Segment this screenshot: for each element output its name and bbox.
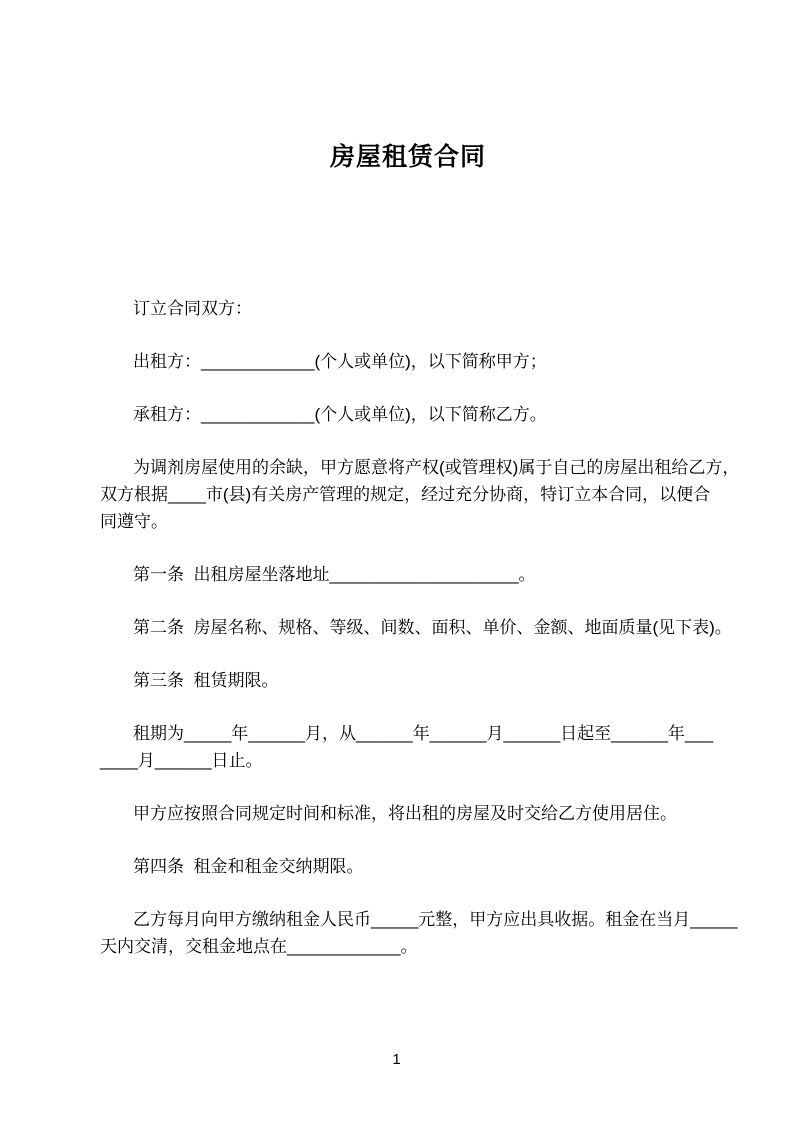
paragraph-article-1 [100,561,716,588]
text-line: 天内交清，交租金地点在____________。 [100,937,418,956]
text-line: 第四条 租金和租金交纳期限。 [133,857,364,876]
text-line: 第三条 租赁期限。 [133,671,279,690]
text-line: 租期为_____年______月，从______年______月______日起至______年___ [133,724,714,743]
page-number: 1 [392,1051,401,1068]
document-title: 房屋租赁合同 [329,143,486,171]
paragraph-lessee-line [100,401,716,428]
text-line: 承租方：____________(个人或单位)，以下简称乙方。 [133,405,547,424]
text-line: 乙方每月向甲方缴纳租金人民币_____元整，甲方应出具收据。租金在当月_____ [133,910,738,929]
text-line: 出租方：____________(个人或单位)，以下简称甲方； [133,352,547,371]
paragraph-article-4 [100,853,716,880]
text-line: 双方根据____市(县)有关房产管理的规定，经过充分协商，特订立本合同，以便合 [100,485,711,504]
text-line: 同遵守。 [100,512,168,531]
paragraph-intro-line [100,295,716,322]
paragraph-lessor-line [100,348,716,375]
paragraph-article-2 [100,614,732,641]
document-body [100,295,740,960]
text-line: ____月______日止。 [100,751,263,770]
paragraph-handover-clause [100,800,716,827]
text-line: 第一条 出租房屋坐落地址____________________。 [133,565,536,584]
paragraph-rent-payment [100,906,738,960]
text-line: 为调剂房屋使用的余缺，甲方愿意将产权(或管理权)属于自己的房屋出租给乙方， [133,458,740,477]
paragraph-lease-term [100,720,716,774]
paragraph-preamble [100,454,740,535]
text-line: 订立合同双方： [133,299,252,318]
paragraph-article-3 [100,667,716,694]
text-line: 第二条 房屋名称、规格、等级、间数、面积、单价、金额、地面质量(见下表)。 [133,618,732,637]
text-line: 甲方应按照合同规定时间和标准，将出租的房屋及时交给乙方使用居住。 [133,804,677,823]
document-content [100,140,740,960]
